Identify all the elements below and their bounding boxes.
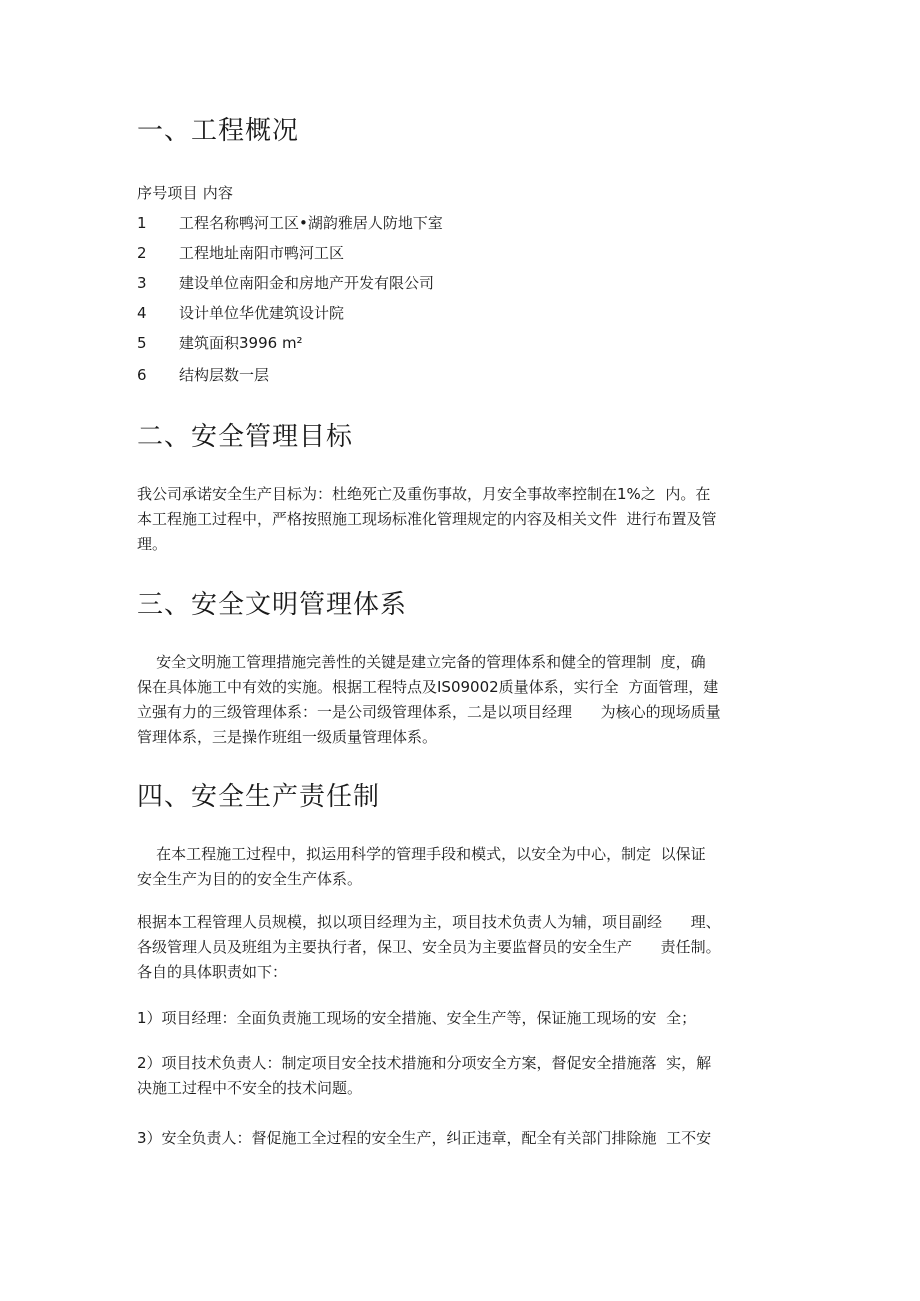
management-system-paragraph [137,650,785,750]
section-2-heading: 二、安全管理目标 [137,422,354,452]
row-number: 4 [137,304,147,322]
paragraph-line: 在本工程施工过程中，拟运用科学的管理手段和模式，以安全为中心，制定 以保证 [137,845,706,863]
paragraph-line: 我公司承诺安全生产目标为：杜绝死亡及重伤事故，月安全事故率控制在1%之 内。在 [137,485,711,503]
paragraph-line: 保在具体施工中有效的实施。根据工程特点及IS09002质量体系，实行全 方面管理，建 [137,678,719,696]
paragraph-line: 根据本工程管理人员规模，拟以项目经理为主，项目技术负责人为辅，项目副经 理、 [137,913,721,931]
section-1-heading: 一、工程概况 [137,116,300,146]
duty-project-manager [137,1006,785,1031]
paragraph-line: 理。 [137,535,168,553]
paragraph-line: 2）项目技术负责人：制定项目安全技术措施和分项安全方案，督促安全措施落 实，解 [137,1054,712,1072]
paragraph-line: 本工程施工过程中，严格按照施工现场标准化管理规定的内容及相关文件 进行布置及管 [137,510,717,528]
row-content: 工程名称鸭河工区•湖韵雅居人防地下室 [179,214,443,232]
row-content: 建筑面积3996 m² [179,334,303,352]
row-number: 6 [137,366,147,384]
paragraph-line: 各自的具体职责如下： [137,963,288,981]
paragraph-line: 决施工过程中不安全的技术问题。 [137,1079,363,1097]
paragraph-line: 立强有力的三级管理体系：一是公司级管理体系，二是以项目经理 为核心的现场质量 [137,703,721,721]
row-number: 5 [137,334,147,352]
duty-safety-officer [137,1126,785,1151]
duty-technical-lead [137,1051,785,1101]
paragraph-line: 管理体系，三是操作班组一级质量管理体系。 [137,728,438,746]
row-content: 工程地址南阳市鸭河工区 [179,244,345,262]
paragraph-line: 安全文明施工管理措施完善性的关键是建立完备的管理体系和健全的管理制 度，确 [137,653,706,671]
paragraph-line: 3）安全负责人：督促施工全过程的安全生产，纠正违章，配全有关部门排除施 工不安 [137,1129,712,1147]
row-content: 结构层数一层 [179,366,270,384]
paragraph-line: 各级管理人员及班组为主要执行者，保卫、安全员为主要监督员的安全生产 责任制。 [137,938,721,956]
row-number: 1 [137,214,147,232]
safety-goal-paragraph [137,482,785,557]
row-content: 建设单位南阳金和房地产开发有限公司 [179,274,435,292]
section-4-heading: 四、安全生产责任制 [137,782,381,812]
section-3-heading: 三、安全文明管理体系 [137,590,408,620]
table-header: 序号项目 内容 [137,184,234,202]
responsibility-intro-paragraph [137,842,785,892]
responsibility-structure-paragraph [137,910,785,985]
paragraph-line: 1）项目经理：全面负责施工现场的安全措施、安全生产等，保证施工现场的安 全； [137,1009,697,1027]
row-content: 设计单位华优建筑设计院 [179,304,345,322]
row-number: 2 [137,244,147,262]
paragraph-line: 安全生产为目的的安全生产体系。 [137,870,363,888]
row-number: 3 [137,274,147,292]
